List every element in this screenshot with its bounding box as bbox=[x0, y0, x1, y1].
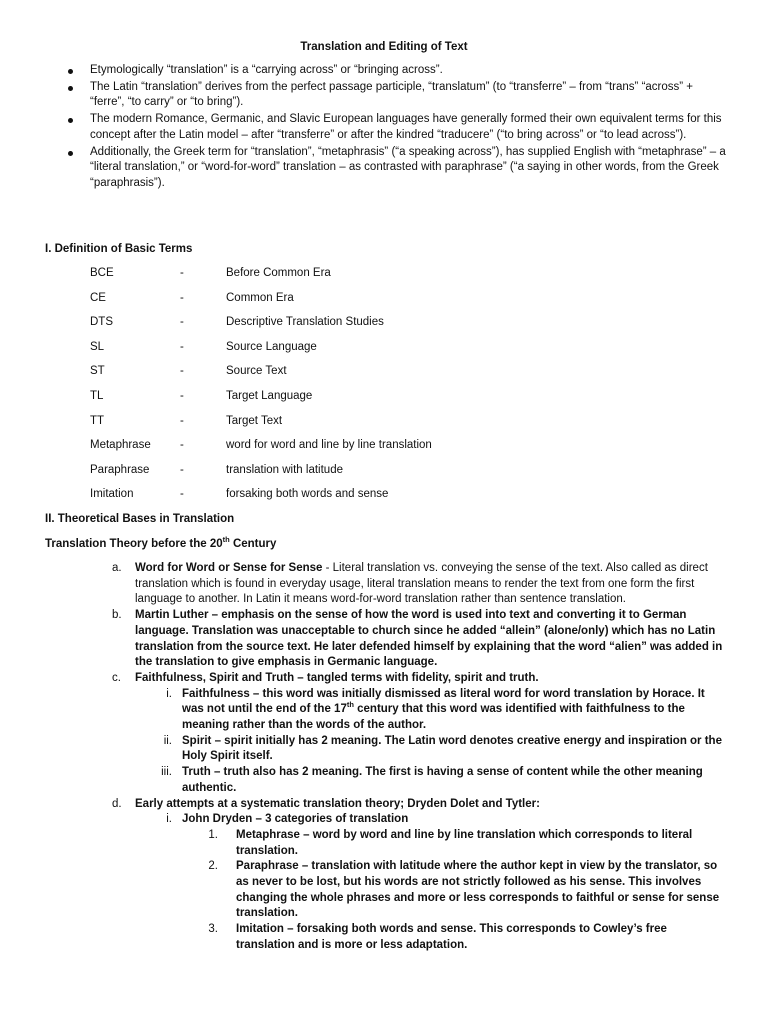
numbered-item-1: 1. Metaphrase – word by word and line by line translation which corresponds to literal translation. bbox=[208, 828, 693, 857]
term-row: Metaphrase - word for word and line by line translation bbox=[90, 439, 432, 452]
bullet-icon bbox=[68, 86, 73, 91]
list-item-d: d. Early attempts at a systematic translation theory; Dryden Dolet and Tytler: bbox=[112, 797, 540, 810]
intro-bullet: Additionally, the Greek term for “translation”, “metaphrasis” (“a speaking across”), has supplied English with “metaphrase” – a “literal translation,” or “word-for-word” translation – as contrasted with paraphrase” (“a saying in other words, from the Greek “paraphrasis”). bbox=[64, 145, 726, 192]
subheading-translation-theory: Translation Theory before the 20th Century bbox=[45, 535, 277, 550]
term-row: TL - Target Language bbox=[90, 389, 313, 402]
list-subitem-c-iii: iii. Truth – truth also has 2 meaning. The first is having a sense of content while the other meaning authentic. bbox=[161, 766, 703, 794]
list-subitem-c-i: i. Faithfulness – this word was initially dismissed as literal word for word translation by Horace. It was not until the end of the 17th century that this word was identified with faithfulness to the meaning rather than the words of the author. bbox=[166, 687, 705, 732]
terms-table bbox=[90, 266, 650, 512]
term-row: CE - Common Era bbox=[90, 291, 294, 304]
bullet-icon bbox=[68, 69, 73, 74]
list-item-c: c. Faithfulness, Spirit and Truth – tangled terms with fidelity, spirit and truth. bbox=[112, 671, 539, 684]
section-heading-theoretical-bases: II. Theoretical Bases in Translation bbox=[45, 513, 235, 525]
list-item-b: b. Martin Luther – emphasis on the sense of how the word is used into text and converting it to German language. Translation was unacceptable to church since he added “allein” (alone/only) which has no Latin translation from the source text. He later defended himself by explaining that the word “alien” was added in the translation to give emphasis in Germanic language. bbox=[112, 609, 723, 669]
term-row: Paraphrase - translation with latitude bbox=[90, 463, 343, 476]
intro-bullet: The modern Romance, Germanic, and Slavic European languages have generally formed their own equivalent terms for this concept after the Latin model – after “transferre” or after the kindred “traducere” (“to bring across” or “to lead across”). bbox=[64, 112, 726, 143]
numbered-item-3: 3. Imitation – forsaking both words and sense. This corresponds to Cowley’s free translation and is more or less adaptation. bbox=[208, 923, 667, 951]
section-heading-definitions: I. Definition of Basic Terms bbox=[45, 243, 193, 255]
intro-bullet: The Latin “translation” derives from the perfect passage participle, “translatum” (to “transferre” – from “trans” “across” + “ferre”, “to carry” or “to bring”). bbox=[64, 80, 726, 111]
list-item-a: a. Word for Word or Sense for Sense - Literal translation vs. conveying the sense of the text. Also called as direct translation which is found in everyday usage, literal translation means to render the text from one form the first language to another. In Latin it means word-for-word translation rather than sentence translation. bbox=[112, 562, 708, 606]
term-row: Imitation - forsaking both words and sense bbox=[90, 488, 389, 501]
list-subitem-c-ii: ii. Spirit – spirit initially has 2 meaning. The Latin word denotes creative energy and inspiration or the Holy Spirit itself. bbox=[163, 734, 722, 763]
lettered-list bbox=[112, 561, 724, 954]
document-title: Translation and Editing of Text bbox=[300, 41, 468, 53]
numbered-item-2: 2. Paraphrase – translation with latitude where the author kept in view by the translator, so as never to be lost, but his words are not strictly followed as his sense. This involves changing the whole phrases and more or less corresponds to faithful or sense for sense translation. bbox=[208, 860, 720, 920]
term-row: DTS - Descriptive Translation Studies bbox=[90, 316, 384, 329]
term-row: ST - Source Text bbox=[90, 365, 287, 378]
term-row: TT - Target Text bbox=[90, 414, 283, 427]
bullet-icon bbox=[68, 151, 73, 156]
intro-bullet-list bbox=[64, 63, 726, 193]
term-row: SL - Source Language bbox=[90, 340, 317, 353]
bullet-icon bbox=[68, 118, 73, 123]
intro-bullet: Etymologically “translation” is a “carrying across” or “bringing across”. bbox=[64, 63, 726, 79]
list-subitem-d-i: i. John Dryden – 3 categories of translation bbox=[166, 813, 409, 826]
term-row: BCE - Before Common Era bbox=[90, 267, 331, 279]
